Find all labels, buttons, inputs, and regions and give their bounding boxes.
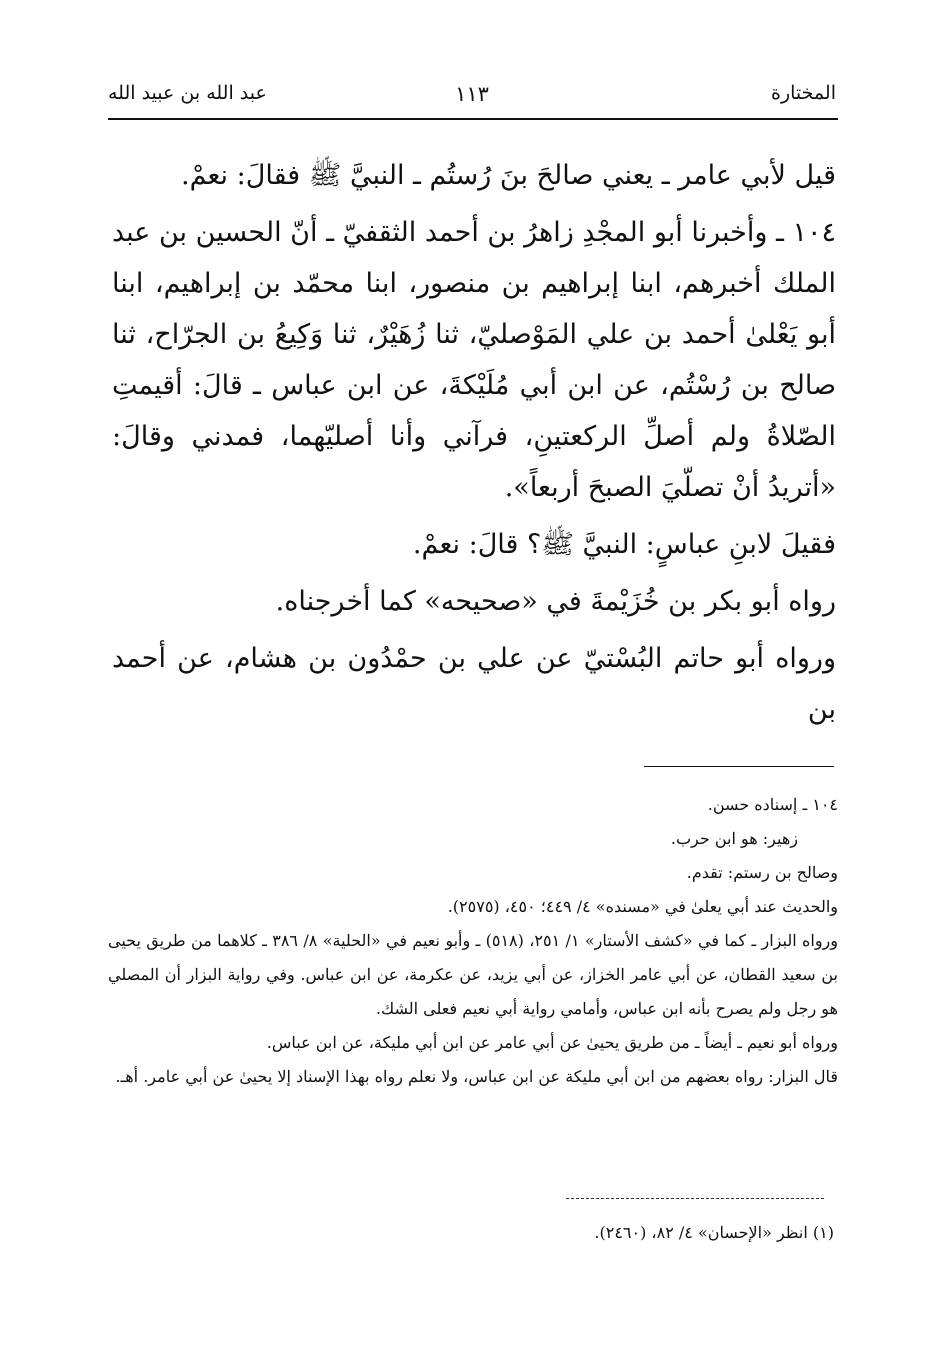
footnote-line-3: وصالح بن رستم: تقدم. — [686, 863, 838, 882]
main-paragraph-2: ١٠٤ ـ وأخبرنا أبو المجْدِ زاهرُ بن أحمد الثقفيّ ـ أنّ الحسين بن عبد الملك أخبرهم، ابنا إبراهيم بن منصور، ابنا محمّد بن إبراهيم، ابنا أبو يَعْلىٰ أحمد بن علي المَوْصليّ، ثنا زُهَيْرٌ، ثنا وَكِيعُ بن الجرّاح، ثنا صالح بن رُسْتُم، عن ابن أبي مُلَيْكةَ، عن ابن عباس ـ قالَ: أقيمتِ الصّلاةُ ولم أصلِّ الركعتينِ، فرآني وأنا أصليّهما، فمدني وقالَ: «أتريدُ أنْ تصلّيَ الصبحَ أربعاً». — [111, 217, 836, 503]
footnote-line-1: ١٠٤ ـ إسناده حسن. — [707, 795, 838, 814]
footnote-line-5: ورواه البزار ـ كما في «كشف الأستار» ١/ ٢٥١، (٥١٨) ـ وأبو نعيم في «الحلية» ٨/ ٣٨٦ ـ كلاهما من طريق يحيى بن سعيد القطان، عن أبي عامر الخزاز، عن أبي يزيد، عن عكرمة، عن ابن عباس. وفي رواية البزار أن المصلي هو رجل ولم يصرح بأنه ابن عباس، وأمامي رواية أبي نعيم فعلى الشك. — [108, 931, 838, 1018]
page-number: ١١٣ — [455, 82, 489, 106]
main-text — [112, 150, 836, 735]
main-paragraph-5: ورواه أبو حاتم البُسْتيّ عن علي بن حمْدُون بن هشام، عن أحمد بن — [112, 643, 836, 725]
book-title: المختارة — [771, 82, 836, 104]
page-footnote-rule — [566, 1198, 824, 1199]
footnote-line-7: قال البزار: رواه بعضهم من ابن أبي مليكة عن ابن عباس، ولا نعلم رواه بهذا الإسناد إلا يحيىٰ عن أبي عامر. أهـ. — [115, 1067, 838, 1086]
footnote-line-2: زهير: هو ابن حرب. — [670, 829, 798, 848]
running-header — [108, 82, 836, 116]
footnote-line-6: ورواه أبو نعيم ـ أيضاً ـ من طريق يحيىٰ عن أبي عامر عن ابن أبي مليكة، عن ابن عباس. — [266, 1033, 838, 1052]
page-footnote: (١) انظر «الإحسان» ٤/ ٨٢، (٢٤٦٠). — [594, 1223, 834, 1242]
footnote-rule — [644, 766, 834, 767]
author-name: عبد الله بن عبيد الله — [108, 82, 267, 104]
main-paragraph-3: فقيلَ لابنِ عباسٍ: النبيَّ ﷺ؟ قالَ: نعمْ. — [412, 529, 836, 560]
footnotes — [108, 788, 838, 1094]
footnote-line-4: والحديث عند أبي يعلىٰ في «مسنده» ٤/ ٤٤٩؛ ٤٥٠، (٢٥٧٥). — [447, 897, 838, 916]
main-paragraph-1: قيل لأبي عامر ـ يعني صالحَ بنَ رُستُم ـ النبيَّ ﷺ فقالَ: نعمْ. — [180, 160, 836, 191]
header-rule — [108, 118, 838, 120]
main-paragraph-4: رواه أبو بكر بن خُزَيْمةَ في «صحيحه» كما أخرجناه. — [275, 586, 836, 617]
